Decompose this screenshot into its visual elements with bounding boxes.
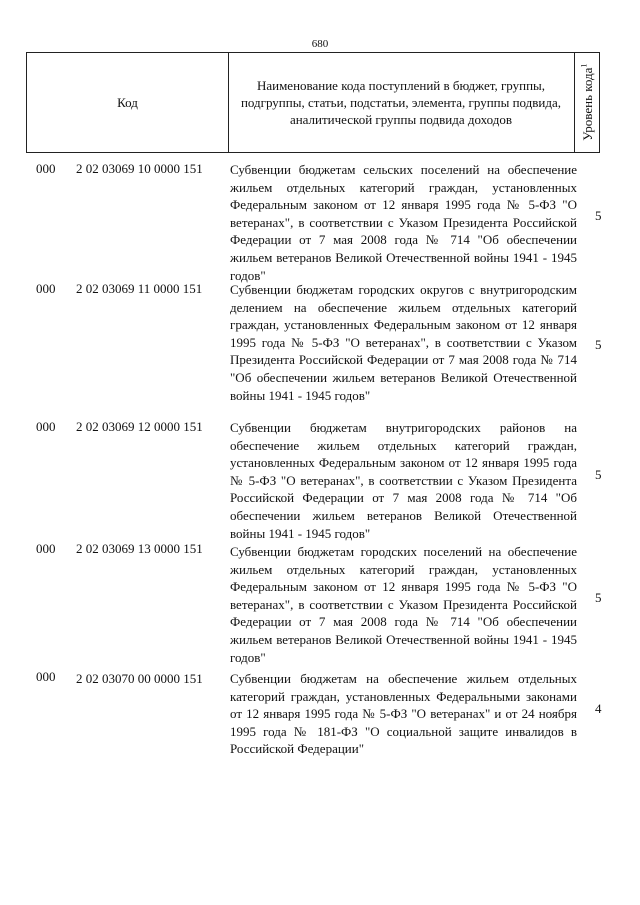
header-level-cell [575,53,601,152]
row-prefix: 000 [36,419,56,434]
row-level: 5 [595,590,602,605]
table-header [26,52,600,153]
row-code: 2 02 03069 13 0000 151 [76,541,203,556]
row-name: Субвенции бюджетам внутригородских районов на обеспечение жильем отдельных категорий граждан, установленных Федеральным законом от 12 января 1995 года № 5-ФЗ "О ветеранах", в соответствии с Указом Президента Российской Федерации от 7 мая 2008 года № 714 "Об обеспечении жильем ветеранов Великой Отечественной войны 1941 - 1945 годов" [230,420,577,541]
row-name: Субвенции бюджетам городских поселений на обеспечение жильем отдельных категорий граждан, установленных Федеральным законом от 12 января 1995 года № 5-ФЗ "О ветеранах", в соответствии с Указом Президента Российской Федерации от 7 мая 2008 года № 714 "Об обеспечении жильем ветеранов Великой Отечественной войны 1941 - 1945 годов" [230,544,577,665]
row-code: 2 02 03070 00 0000 151 [76,671,203,686]
row-prefix: 000 [36,161,56,176]
row-prefix: 000 [36,669,56,684]
header-level [580,64,596,141]
row-level: 5 [595,467,602,482]
header-level-text: Уровень кода [580,67,596,142]
row-code: 2 02 03069 10 0000 151 [76,161,203,176]
row-name: Субвенции бюджетам на обеспечение жильем отдельных категорий граждан, установленных Федеральными законами от 12 января 1995 года № 5-ФЗ "О ветеранах" и от 24 ноября 1995 года № 181-ФЗ "О социальной защите инвалидов в Российской Федерации" [230,671,577,757]
row-name: Субвенции бюджетам городских округов с внутригородским делением на обеспечение жильем отдельных категорий граждан, установленных Федеральным законом от 12 января 1995 года № 5-ФЗ "О ветеранах", в соответствии с Указом Президента Российской Федерации от 7 мая 2008 года № 714 "Об обеспечении жильем ветеранов Великой Отечественной войны 1941 - 1945 годов" [230,282,577,403]
header-name: Наименование кода поступлений в бюджет, группы, подгруппы, статьи, подстатьи, элемента, группы подвида, аналитической группы подвида доходов [228,53,575,152]
row-name: Субвенции бюджетам сельских поселений на обеспечение жильем отдельных категорий граждан, установленных Федеральным законом от 12 января 1995 года № 5-ФЗ "О ветеранах", в соответствии с Указом Президента Российской Федерации от 7 мая 2008 года № 714 "Об обеспечении жильем ветеранов Великой Отечественной войны 1941 - 1945 годов" [230,162,577,283]
row-level: 4 [595,701,602,716]
row-prefix: 000 [36,541,56,556]
row-code: 2 02 03069 11 0000 151 [76,281,203,296]
row-level: 5 [595,337,602,352]
header-code: Код [27,53,229,152]
header-level-footnote: 1 [579,63,589,68]
row-code: 2 02 03069 12 0000 151 [76,419,203,434]
page-number: 680 [311,38,329,50]
row-prefix: 000 [36,281,56,296]
row-level: 5 [595,208,602,223]
